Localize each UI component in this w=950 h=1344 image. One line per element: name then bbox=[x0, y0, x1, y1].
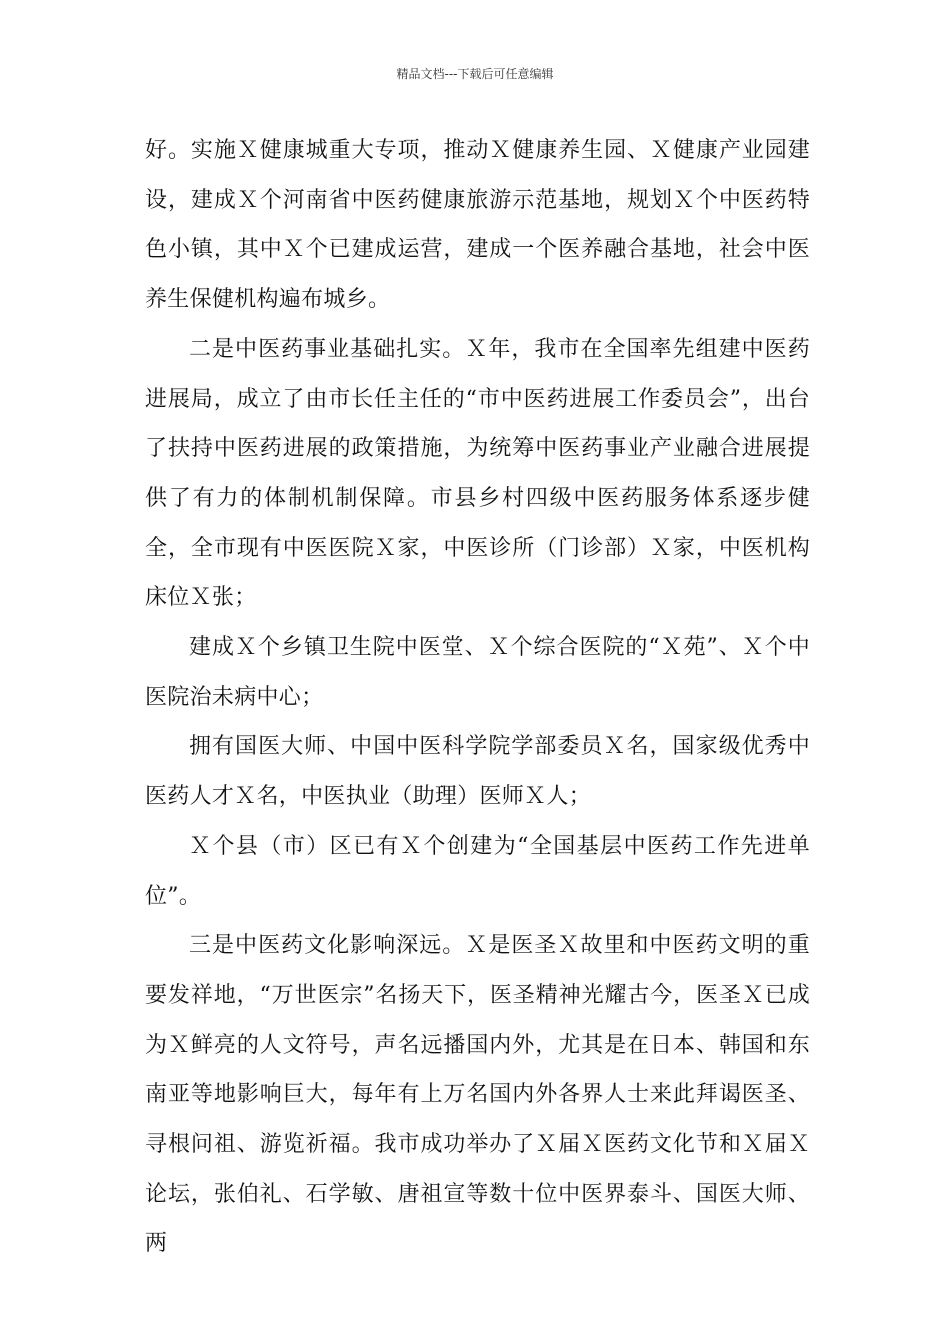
paragraph-4: 拥有国医大师、中国中医科学院学部委员Ｘ名，国家级优秀中医药人才Ｘ名，中医执业（助理）医师Ｘ人； bbox=[145, 734, 810, 810]
paragraph-3: 建成Ｘ个乡镇卫生院中医堂、Ｘ个综合医院的“Ｘ苑”、Ｘ个中医院治未病中心； bbox=[145, 635, 810, 710]
document-body bbox=[145, 126, 810, 1269]
page-header: 精品文档---下载后可任意编辑 bbox=[396, 67, 554, 81]
paragraph-6: 三是中医药文化影响深远。Ｘ是医圣Ｘ故里和中医药文明的重要发祥地，“万世医宗”名扬天下，医圣精神光耀古今，医圣Ｘ已成为Ｘ鲜亮的人文符号，声名远播国内外，尤其是在日本、韩国和东南亚等地影响巨大，每年有上万名国内外各界人士来此拜谒医圣、寻根问祖、游览祈福。我市成功举办了Ｘ届Ｘ医药文化节和Ｘ届Ｘ论坛，张伯礼、石学敏、唐祖宣等数十位中医界泰斗、国医大师、两 bbox=[145, 933, 810, 1257]
paragraph-5: Ｘ个县（市）区已有Ｘ个创建为“全国基层中医药工作先进单位”。 bbox=[145, 833, 810, 909]
paragraph-1: 好。实施Ｘ健康城重大专项，推动Ｘ健康养生园、Ｘ健康产业园建设，建成Ｘ个河南省中医药健康旅游示范基地，规划Ｘ个中医药特色小镇，其中Ｘ个已建成运营，建成一个医养融合基地，社会中医养生保健机构遍布城乡。 bbox=[145, 138, 810, 313]
paragraph-2: 二是中医药事业基础扎实。Ｘ年，我市在全国率先组建中医药进展局，成立了由市长任主任的“市中医药进展工作委员会”，出台了扶持中医药进展的政策措施，为统筹中医药事业产业融合进展提供了有力的体制机制保障。市县乡村四级中医药服务体系逐步健全，全市现有中医医院Ｘ家，中医诊所（门诊部）Ｘ家，中医机构床位Ｘ张； bbox=[145, 336, 810, 611]
